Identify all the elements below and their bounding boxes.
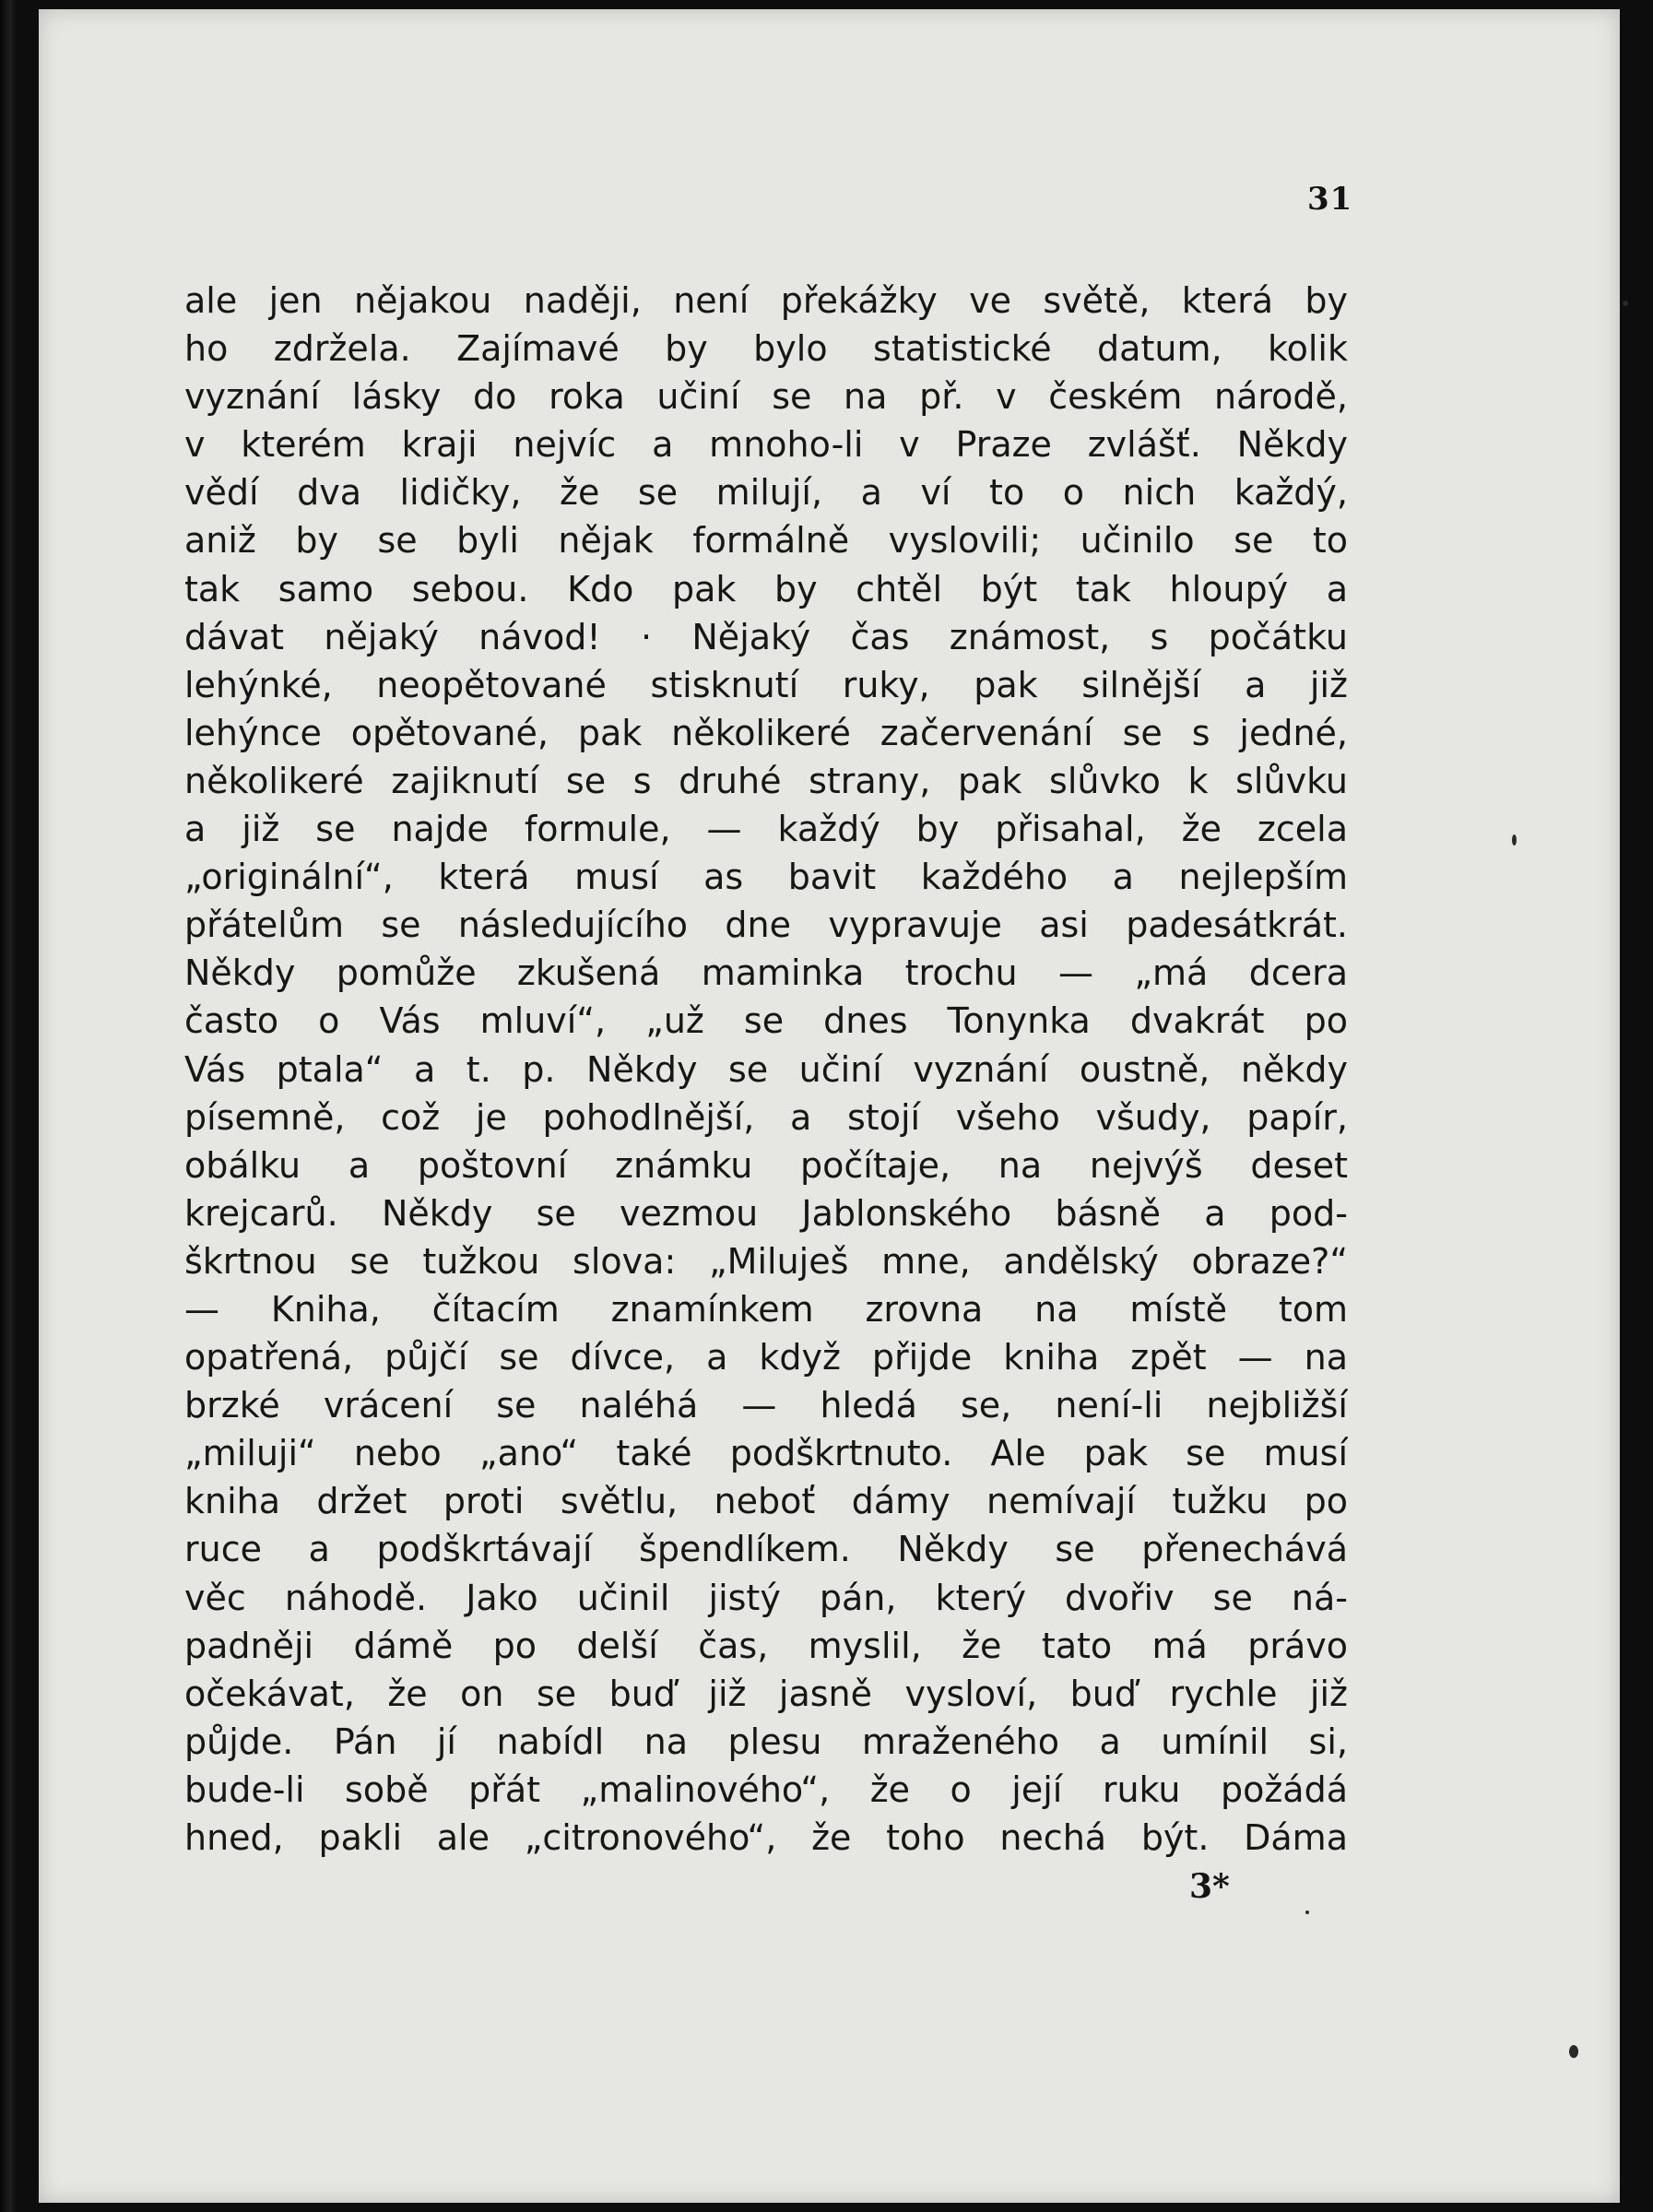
- text-line: vyznání lásky do roka učiní se na př. v českém národě,: [184, 376, 1348, 418]
- text-line: vědí dva lidičky, že se milují, a ví to o nich každý,: [184, 472, 1348, 514]
- text-line: aniž by se byli nějak formálně vyslovili; učinilo se to: [184, 520, 1348, 562]
- text-line: lehýnké, neopětované stisknutí ruky, pak silnější a již: [184, 664, 1348, 705]
- text-line: brzké vrácení se naléhá — hledá se, není-li nejbližší: [184, 1385, 1348, 1426]
- text-line: očekávat, že on se buď již jasně vysloví, buď rychle již: [184, 1673, 1348, 1714]
- text-line: ale jen nějakou naději, není překážky ve světě, která by: [184, 280, 1348, 321]
- text-line: přátelům se následujícího dne vypravuje asi padesátkrát.: [184, 905, 1348, 946]
- text-line: ruce a podškrtávají špendlíkem. Někdy se přenechává: [184, 1529, 1348, 1570]
- text-line: padněji dámě po delší čas, myslil, že tato má právo: [184, 1625, 1348, 1666]
- book-binding-edge: [0, 0, 17, 2212]
- text-line: věc náhodě. Jako učinil jistý pán, který dvořiv se ná-: [184, 1577, 1348, 1618]
- text-line: a již se najde formule, — každý by přisahal, že zcela: [184, 809, 1348, 850]
- text-line: Vás ptala“ a t. p. Někdy se učiní vyznání oustně, někdy: [184, 1048, 1348, 1090]
- body-text: [184, 277, 1348, 1862]
- text-line: bude-li sobě přát „malinového“, že o její ruku požádá: [184, 1768, 1348, 1810]
- text-line: „miluji“ nebo „ano“ také podškrtnuto. Ale pak se musí: [184, 1433, 1348, 1474]
- text-line: písemně, což je pohodlnější, a stojí všeho všudy, papír,: [184, 1096, 1348, 1138]
- ink-speck: [1512, 834, 1517, 846]
- text-line: kniha držet proti světlu, neboť dámy nemívají tužku po: [184, 1481, 1348, 1522]
- ink-speck: [1305, 1910, 1309, 1914]
- text-line: krejcarů. Někdy se vezmou Jablonského básně a pod-: [184, 1192, 1348, 1234]
- text-line: — Kniha, čítacím znamínkem zrovna na místě tom: [184, 1288, 1348, 1330]
- text-line: dávat nějaký návod! · Nějaký čas známost, s počátku: [184, 616, 1348, 657]
- text-line: několikeré zajiknutí se s druhé strany, pak slůvko k slůvku: [184, 760, 1348, 801]
- ink-speck: [1623, 301, 1628, 306]
- ink-speck: [1569, 2045, 1578, 2058]
- text-line: ho zdržela. Zajímavé by bylo statistické datum, kolik: [184, 328, 1348, 370]
- text-line: hned, pakli ale „citronového“, že toho nechá být. Dáma: [184, 1817, 1348, 1858]
- text-line: často o Vás mluví“, „už se dnes Tonynka dvakrát po: [184, 1000, 1348, 1042]
- text-line: v kterém kraji nejvíc a mnoho-li v Praze zvlášť. Někdy: [184, 424, 1348, 466]
- text-line: opatřená, půjčí se dívce, a když přijde kniha zpět — na: [184, 1337, 1348, 1378]
- text-line: „originální“, která musí as bavit každého a nejlepším: [184, 857, 1348, 898]
- page-number: 31: [1307, 181, 1353, 218]
- text-line: Někdy pomůže zkušená maminka trochu — „má dcera: [184, 952, 1348, 994]
- signature-mark: 3*: [1189, 1867, 1230, 1906]
- text-line: tak samo sebou. Kdo pak by chtěl být tak hloupý a: [184, 568, 1348, 609]
- text-line: škrtnou se tužkou slova: „Miluješ mne, andělský obraze?“: [184, 1240, 1348, 1282]
- text-line: půjde. Pán jí nabídl na plesu mraženého a umínil si,: [184, 1721, 1348, 1762]
- text-line: lehýnce opětované, pak několikeré začervenání se s jedné,: [184, 712, 1348, 753]
- text-line: obálku a poštovní známku počítaje, na nejvýš deset: [184, 1144, 1348, 1186]
